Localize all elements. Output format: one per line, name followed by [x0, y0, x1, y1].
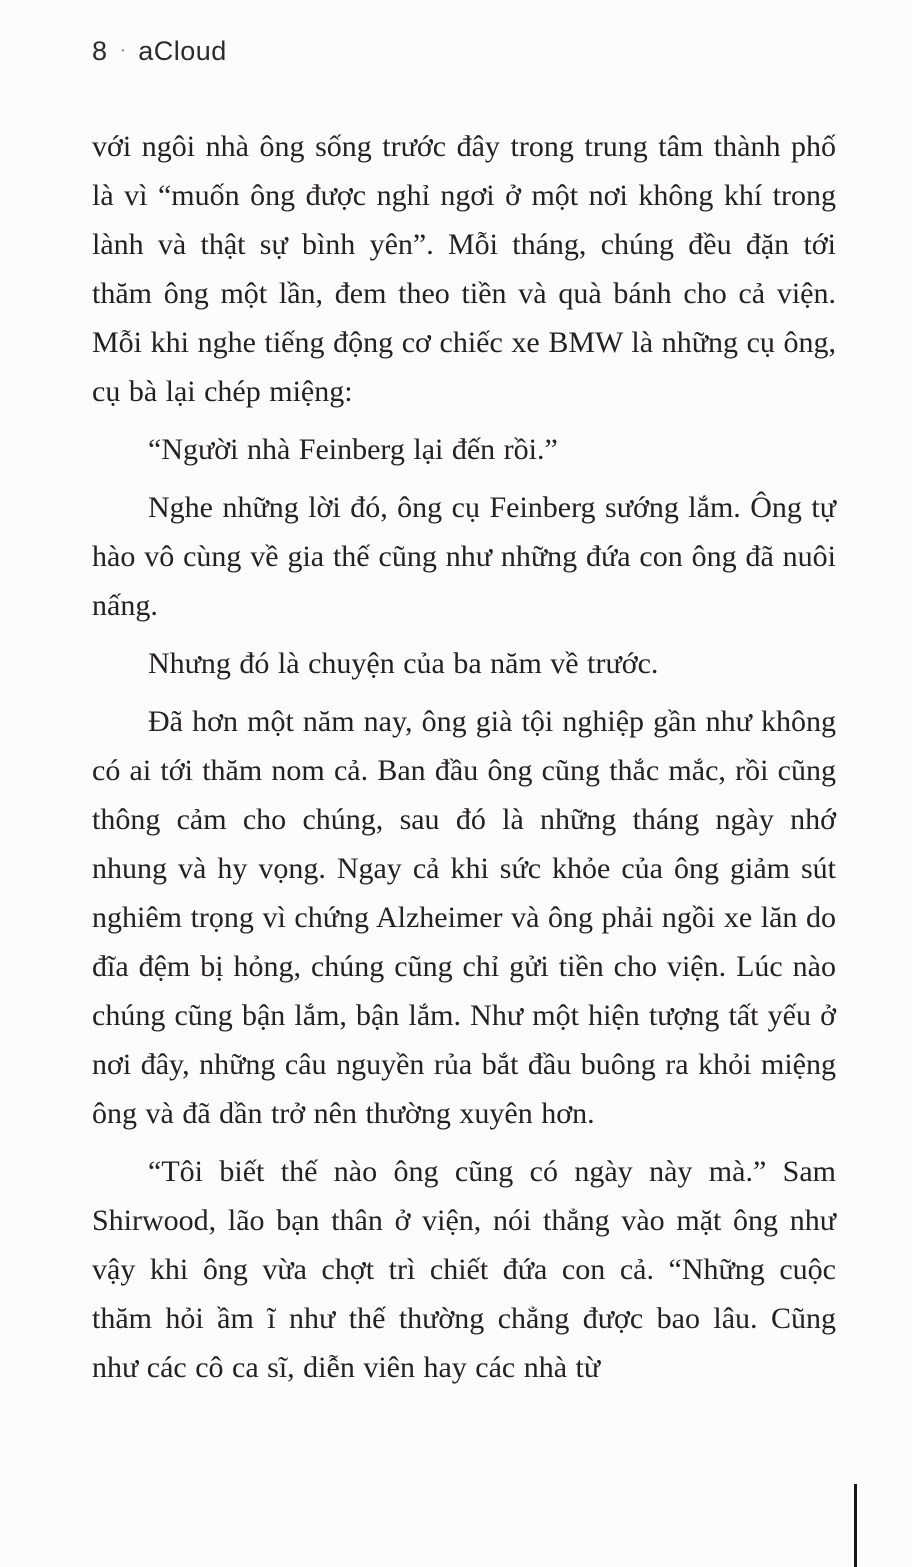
- paragraph: với ngôi nhà ông sống trước đây trong trung tâm thành phố là vì “muốn ông được nghỉ ngơi ở một nơi không khí trong lành và thật sự bình yên”. Mỗi tháng, chúng đều đặn tới thăm ông một lần, đem theo tiền và quà bánh cho cả viện. Mỗi khi nghe tiếng động cơ chiếc xe BMW là những cụ ông, cụ bà lại chép miệng:: [92, 130, 836, 408]
- paragraph: Đã hơn một năm nay, ông già tội nghiệp gần như không có ai tới thăm nom cả. Ban đầu ông cũng thắc mắc, rồi cũng thông cảm cho chúng, sau đó là những tháng ngày nhớ nhung và hy vọng. Ngay cả khi sức khỏe của ông giảm sút nghiêm trọng vì chứng Alzheimer và ông phải ngồi xe lăn do đĩa đệm bị hỏng, chúng cũng chỉ gửi tiền cho viện. Lúc nào chúng cũng bận lắm, bận lắm. Như một hiện tượng tất yếu ở nơi đây, những câu nguyền rủa bắt đầu buông ra khỏi miệng ông và đã dần trở nên thường xuyên hơn.: [92, 705, 836, 1130]
- page-body: [92, 122, 836, 1401]
- header-separator: ·: [119, 39, 127, 61]
- paragraph: “Tôi biết thế nào ông cũng có ngày này mà.” Sam Shirwood, lão bạn thân ở viện, nói thẳng vào mặt ông như vậy khi ông vừa chợt trì chiết đứa con cả. “Những cuộc thăm hỏi ầm ĩ như thế thường chẳng được bao lâu. Cũng như các cô ca sĩ, diễn viên hay các nhà từ: [92, 1155, 836, 1384]
- book-title: aCloud: [138, 36, 227, 66]
- page-header: [92, 36, 227, 67]
- paragraph: Nghe những lời đó, ông cụ Feinberg sướng lắm. Ông tự hào vô cùng về gia thế cũng như những đứa con ông đã nuôi nấng.: [92, 491, 836, 622]
- paragraph: “Người nhà Feinberg lại đến rồi.”: [148, 433, 558, 466]
- page-edge-line: [854, 1484, 857, 1567]
- page-number: 8: [92, 36, 108, 66]
- paragraph: Nhưng đó là chuyện của ba năm về trước.: [148, 647, 659, 680]
